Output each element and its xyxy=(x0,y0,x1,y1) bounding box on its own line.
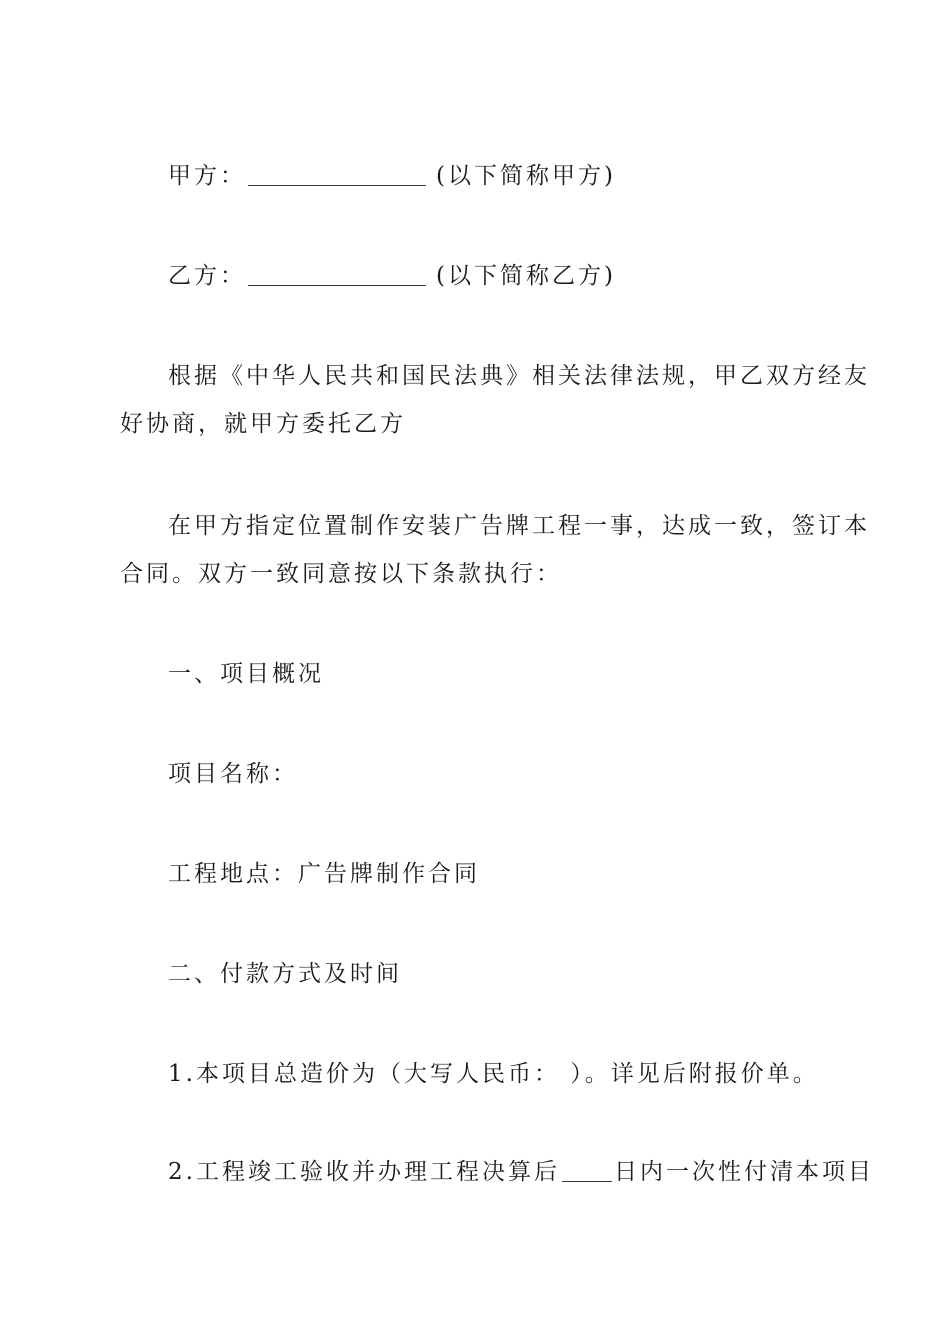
party-b-line xyxy=(120,252,883,300)
party-a-label: 甲方： xyxy=(168,163,246,189)
party-b-suffix: (以下简称乙方) xyxy=(436,263,616,289)
party-a-blank xyxy=(248,157,426,186)
payment-days-blank xyxy=(562,1153,612,1182)
project-location-line: 工程地点：广告牌制作合同 xyxy=(168,861,480,887)
payment-item-2 xyxy=(120,1148,883,1196)
section-1-heading: 一、项目概况 xyxy=(168,661,324,687)
agreement-line-2: 合同。双方一致同意按以下条款执行： xyxy=(120,561,562,587)
party-a-suffix: (以下简称甲方) xyxy=(436,163,616,189)
party-a-line xyxy=(120,152,883,200)
project-name-line: 项目名称： xyxy=(168,761,298,787)
agreement-paragraph xyxy=(120,502,870,598)
payment-item-2-after: 日内一次性付清本项目 xyxy=(613,1159,874,1185)
agreement-line-1: 在甲方指定位置制作安装广告牌工程一事，达成一致，签订本 xyxy=(168,513,870,539)
payment-item-1: 1.本项目总造价为（大写人民币： ）。详见后附报价单。 xyxy=(168,1061,819,1087)
party-b-label: 乙方： xyxy=(168,263,246,289)
party-b-blank xyxy=(248,257,426,286)
section-2-heading: 二、付款方式及时间 xyxy=(168,961,402,987)
intro-line-1: 根据《中华人民共和国民法典》相关法律法规，甲乙双方经友 xyxy=(168,363,870,389)
payment-item-2-before: 2.工程竣工验收并办理工程决算后 xyxy=(168,1159,560,1185)
intro-paragraph xyxy=(120,352,870,448)
intro-line-2: 好协商，就甲方委托乙方 xyxy=(120,411,406,437)
